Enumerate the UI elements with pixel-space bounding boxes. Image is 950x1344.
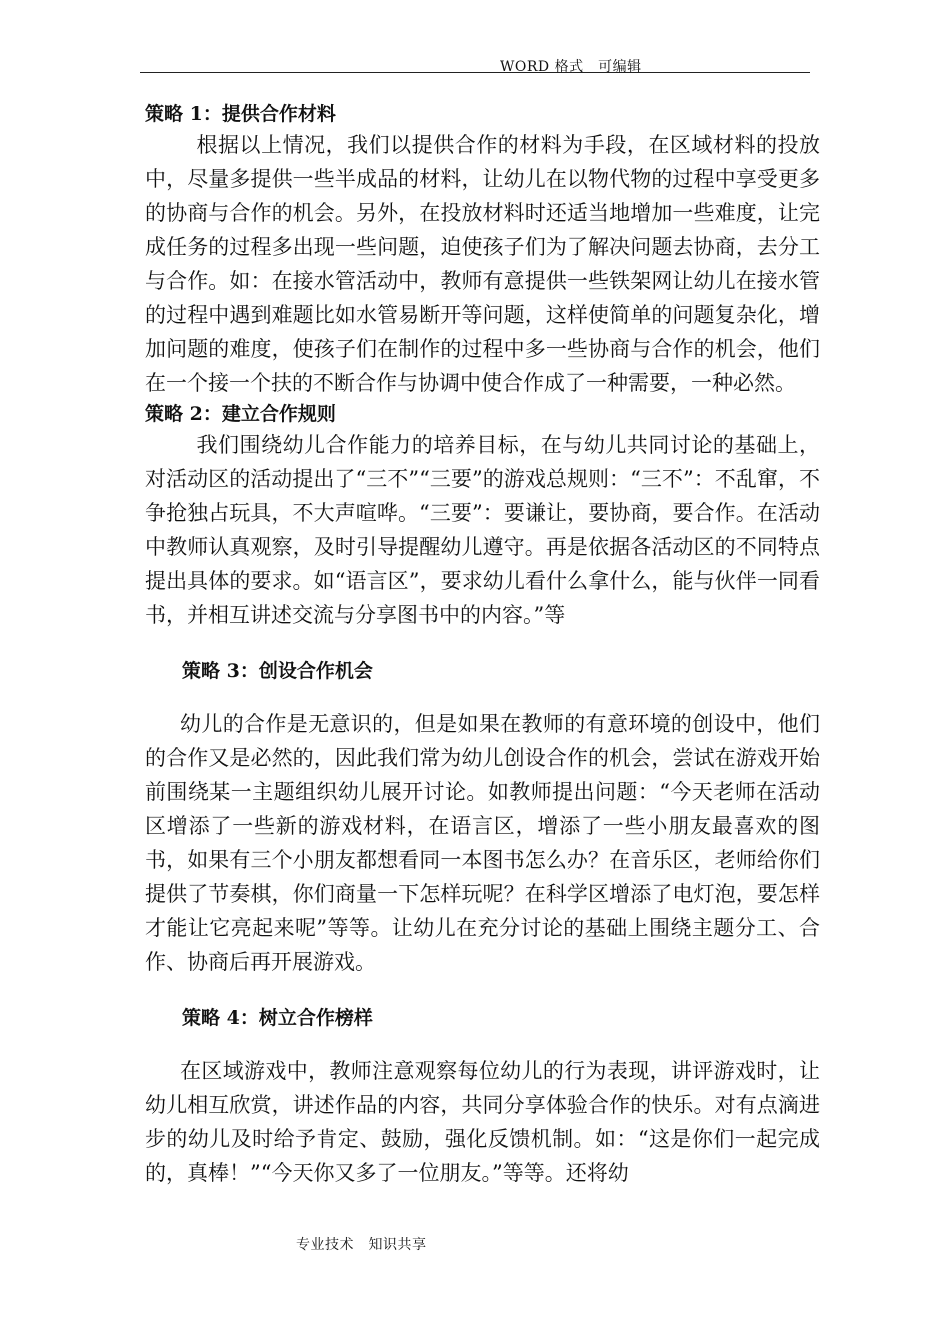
section-paragraph-3 — [145, 707, 820, 979]
page-header: WORD 格式 可编辑 — [500, 59, 642, 75]
section-paragraph-2-text: 我们围绕幼儿合作能力的培养目标，在与幼儿共同讨论的基础上，对活动区的活动提出了“三不”“三要”的游戏总规则：“三不”：不乱窜，不争抢独占玩具，不大声喧哗。“三要”：要谦让，要协商，要合作。在活动中教师认真观察，及时引导提醒幼儿遵守。再是依据各活动区的不同特点提出具体的要求。如“语言区”，要求幼儿看什么拿什么，能与伙伴一同看书，并相互讲述交流与分享图书中的内容。”等 — [145, 433, 820, 627]
section-paragraph-4-text: 在区域游戏中，教师注意观察每位幼儿的行为表现，讲评游戏时，让幼儿相互欣赏，讲述作品的内容，共同分享体验合作的快乐。对有点滴进步的幼儿及时给予肯定、鼓励，强化反馈机制。如：“这是你们一起完成的，真棒！”“今天你又多了一位朋友。”等等。还将幼 — [145, 1059, 820, 1185]
spacer — [145, 632, 820, 657]
section-paragraph-2 — [145, 428, 820, 632]
document-body — [145, 100, 820, 1190]
section-paragraph-1 — [145, 128, 820, 400]
section-heading-2: 策略 2：建立合作规则 — [145, 403, 336, 425]
section-heading-4: 策略 4：树立合作榜样 — [182, 1007, 373, 1029]
spacer — [145, 979, 820, 1004]
page-footer: 专业技术 知识共享 — [296, 1237, 427, 1253]
spacer — [145, 1032, 820, 1054]
section-heading-1: 策略 1：提供合作材料 — [145, 103, 336, 125]
spacer — [145, 685, 820, 707]
section-heading-3: 策略 3：创设合作机会 — [182, 660, 373, 682]
section-paragraph-3-text: 幼儿的合作是无意识的，但是如果在教师的有意环境的创设中，他们的合作又是必然的，因此我们常为幼儿创设合作的机会，尝试在游戏开始前围绕某一主题组织幼儿展开讨论。如教师提出问题：“今天老师在活动区增添了一些新的游戏材料，在语言区，增添了一些小朋友最喜欢的图书，如果有三个小朋友都想看同一本图书怎么办？在音乐区，老师给你们提供了节奏棋，你们商量一下怎样玩呢？在科学区增添了电灯泡，要怎样才能让它亮起来呢”等等。让幼儿在充分讨论的基础上围绕主题分工、合作、协商后再开展游戏。 — [145, 712, 820, 974]
header-divider — [140, 72, 810, 73]
section-paragraph-4 — [145, 1054, 820, 1190]
section-paragraph-1-text: 根据以上情况，我们以提供合作的材料为手段，在区域材料的投放中，尽量多提供一些半成品的材料，让幼儿在以物代物的过程中享受更多的协商与合作的机会。另外，在投放材料时还适当地增加一些难度，让完成任务的过程多出现一些问题，迫使孩子们为了解决问题去协商，去分工与合作。如：在接水管活动中，教师有意提供一些铁架网让幼儿在接水管的过程中遇到难题比如水管易断开等问题，这样使简单的问题复杂化，增加问题的难度，使孩子们在制作的过程中多一些协商与合作的机会，他们在一个接一个扶的不断合作与协调中使合作成了一种需要，一种必然。 — [145, 133, 820, 395]
